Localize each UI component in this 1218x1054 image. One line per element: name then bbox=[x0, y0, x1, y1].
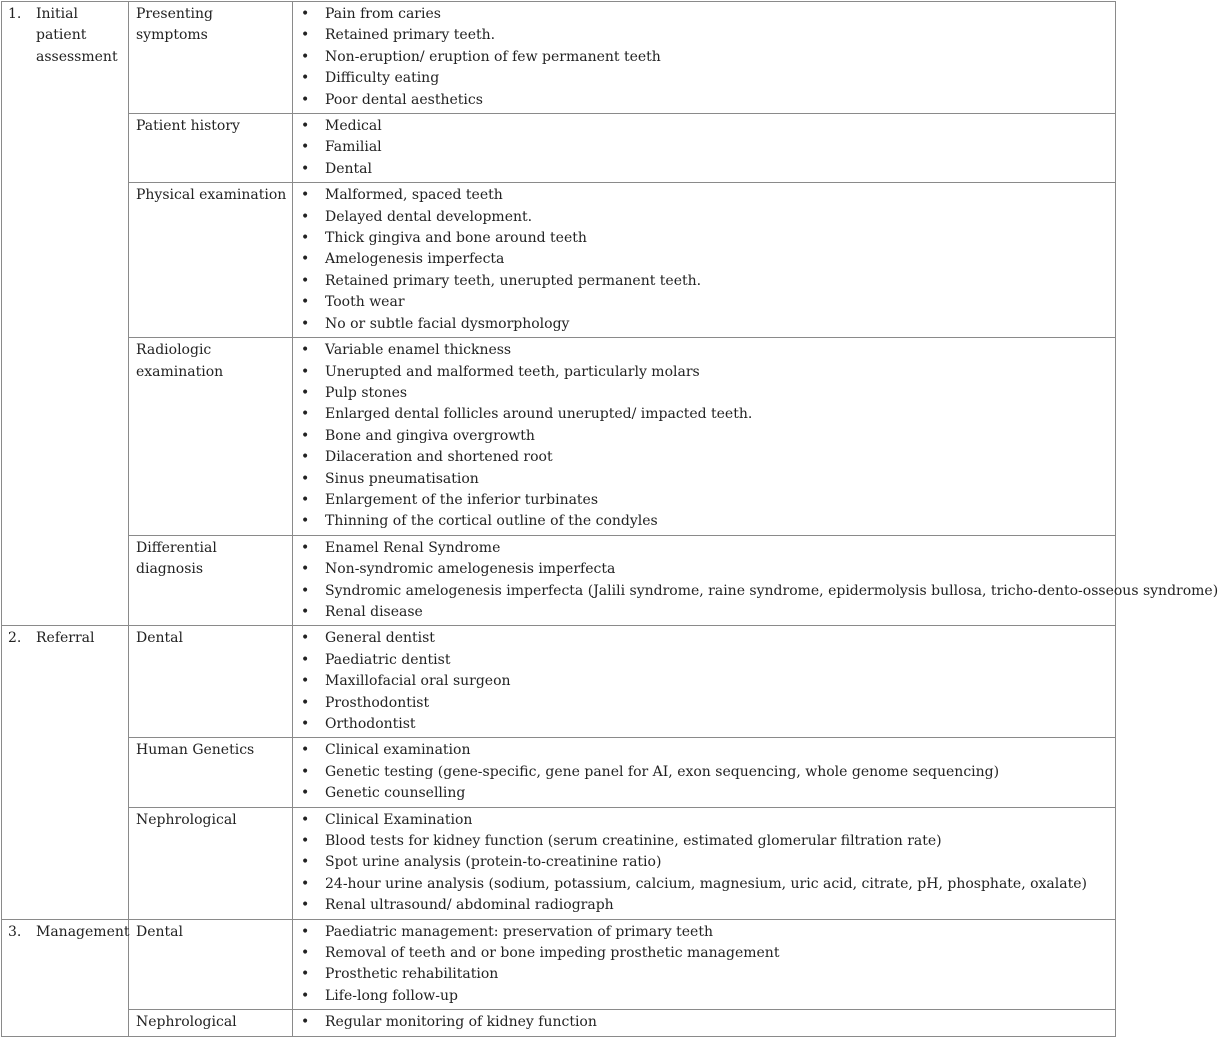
stage-number: 2. bbox=[8, 630, 22, 647]
protocol-table bbox=[1, 1, 1218, 1037]
list-item: • Enlargement of the inferior turbinates bbox=[301, 490, 1111, 511]
list-item: • Orthodontist bbox=[301, 714, 1111, 735]
topic-items-cell bbox=[293, 2, 1116, 114]
table-row bbox=[2, 535, 1116, 626]
stage-cell bbox=[2, 919, 129, 1036]
table-row bbox=[2, 807, 1116, 919]
topic-label: Presenting symptoms bbox=[129, 2, 293, 114]
list-item: • Non-eruption/ eruption of few permanent teeth bbox=[301, 47, 1111, 68]
list-item: • No or subtle facial dysmorphology bbox=[301, 314, 1111, 335]
topic-items-cell bbox=[293, 1010, 1116, 1036]
list-item: • Non-syndromic amelogenesis imperfecta bbox=[301, 559, 1111, 580]
stage-name: Management bbox=[36, 923, 130, 940]
topic-label: Patient history bbox=[129, 114, 293, 183]
topic-items-cell bbox=[293, 535, 1218, 626]
list-item: • Renal ultrasound/ abdominal radiograph bbox=[301, 895, 1111, 916]
table-row bbox=[2, 338, 1116, 536]
topic-items-cell bbox=[293, 183, 1116, 338]
bullet-list bbox=[301, 4, 1111, 111]
list-item: • Paediatric management: preservation of primary teeth bbox=[301, 922, 1111, 943]
topic-label: Human Genetics bbox=[129, 738, 293, 807]
table-row bbox=[2, 919, 1116, 1010]
protocol-table-container bbox=[1, 1, 1218, 1037]
stage-name: Referral bbox=[36, 630, 95, 647]
list-item: • Prosthetic rehabilitation bbox=[301, 964, 1111, 985]
bullet-list bbox=[301, 538, 1218, 624]
topic-items-cell bbox=[293, 807, 1116, 919]
topic-label: Physical examination bbox=[129, 183, 293, 338]
table-row bbox=[2, 626, 1116, 738]
list-item: • General dentist bbox=[301, 628, 1111, 649]
topic-items-cell bbox=[293, 114, 1116, 183]
list-item: • Enamel Renal Syndrome bbox=[301, 538, 1111, 559]
list-item: • Blood tests for kidney function (serum creatinine, estimated glomerular filtration rate) bbox=[301, 831, 1111, 852]
topic-items-cell bbox=[293, 626, 1116, 738]
list-item: • Retained primary teeth, unerupted permanent teeth. bbox=[301, 271, 1111, 292]
bullet-list bbox=[301, 116, 1111, 180]
stage-heading bbox=[8, 628, 124, 649]
list-item: • Dilaceration and shortened root bbox=[301, 447, 1111, 468]
list-item: • Difficulty eating bbox=[301, 68, 1111, 89]
list-item: • Sinus pneumatisation bbox=[301, 469, 1111, 490]
list-item: • Delayed dental development. bbox=[301, 207, 1111, 228]
stage-heading bbox=[8, 4, 124, 68]
topic-label: Nephrological bbox=[129, 807, 293, 919]
list-item: • Retained primary teeth. bbox=[301, 25, 1111, 46]
list-item: • Syndromic amelogenesis imperfecta (Jalili syndrome, raine syndrome, epidermolysis bullosa, tricho-dento-osseous syndrome) bbox=[301, 581, 1111, 602]
list-item: • Amelogenesis imperfecta bbox=[301, 249, 1111, 270]
table-row bbox=[2, 114, 1116, 183]
list-item: • 24-hour urine analysis (sodium, potassium, calcium, magnesium, uric acid, citrate, pH, phosphate, oxalate) bbox=[301, 874, 1111, 895]
stage-cell bbox=[2, 2, 129, 626]
list-item: • Poor dental aesthetics bbox=[301, 90, 1111, 111]
bullet-list bbox=[301, 740, 1111, 804]
topic-label: Dental bbox=[129, 919, 293, 1010]
bullet-list bbox=[301, 810, 1111, 917]
list-item: • Regular monitoring of kidney function bbox=[301, 1012, 1111, 1033]
topic-label: Differential diagnosis bbox=[129, 535, 293, 626]
list-item: • Unerupted and malformed teeth, particularly molars bbox=[301, 362, 1111, 383]
list-item: • Genetic counselling bbox=[301, 783, 1111, 804]
protocol-table-body bbox=[2, 2, 1218, 1037]
list-item: • Thick gingiva and bone around teeth bbox=[301, 228, 1111, 249]
list-item: • Removal of teeth and or bone impeding prosthetic management bbox=[301, 943, 1111, 964]
list-item: • Tooth wear bbox=[301, 292, 1111, 313]
list-item: • Life-long follow-up bbox=[301, 986, 1111, 1007]
table-row bbox=[2, 738, 1116, 807]
topic-label: Nephrological bbox=[129, 1010, 293, 1036]
bullet-list bbox=[301, 340, 1111, 533]
list-item: • Spot urine analysis (protein-to-creatinine ratio) bbox=[301, 852, 1111, 873]
list-item: • Malformed, spaced teeth bbox=[301, 185, 1111, 206]
list-item: • Clinical examination bbox=[301, 740, 1111, 761]
list-item: • Maxillofacial oral surgeon bbox=[301, 671, 1111, 692]
topic-label: Dental bbox=[129, 626, 293, 738]
list-item: • Familial bbox=[301, 137, 1111, 158]
topic-items-cell bbox=[293, 919, 1116, 1010]
stage-name: Initial patient assessment bbox=[36, 6, 118, 65]
bullet-list bbox=[301, 922, 1111, 1008]
stage-heading bbox=[8, 922, 130, 943]
topic-items-cell bbox=[293, 338, 1116, 536]
list-item: • Genetic testing (gene-specific, gene panel for AI, exon sequencing, whole genome sequencing) bbox=[301, 762, 1111, 783]
list-item: • Bone and gingiva overgrowth bbox=[301, 426, 1111, 447]
list-item: • Clinical Examination bbox=[301, 810, 1111, 831]
list-item: • Enlarged dental follicles around unerupted/ impacted teeth. bbox=[301, 404, 1111, 425]
list-item: • Paediatric dentist bbox=[301, 650, 1111, 671]
stage-number: 3. bbox=[8, 923, 22, 940]
topic-items-cell bbox=[293, 738, 1116, 807]
bullet-list bbox=[301, 628, 1111, 735]
list-item: • Prosthodontist bbox=[301, 693, 1111, 714]
list-item: • Medical bbox=[301, 116, 1111, 137]
table-row bbox=[2, 2, 1116, 114]
table-row bbox=[2, 1010, 1116, 1036]
list-item: • Pulp stones bbox=[301, 383, 1111, 404]
table-row bbox=[2, 183, 1116, 338]
stage-cell bbox=[2, 626, 129, 919]
list-item: • Thinning of the cortical outline of the condyles bbox=[301, 511, 1111, 532]
list-item: • Variable enamel thickness bbox=[301, 340, 1111, 361]
list-item: • Renal disease bbox=[301, 602, 1111, 623]
stage-number: 1. bbox=[8, 6, 22, 22]
bullet-list bbox=[301, 185, 1111, 335]
bullet-list bbox=[301, 1012, 1111, 1033]
topic-label: Radiologic examination bbox=[129, 338, 293, 536]
list-item: • Dental bbox=[301, 159, 1111, 180]
list-item: • Pain from caries bbox=[301, 4, 1111, 25]
